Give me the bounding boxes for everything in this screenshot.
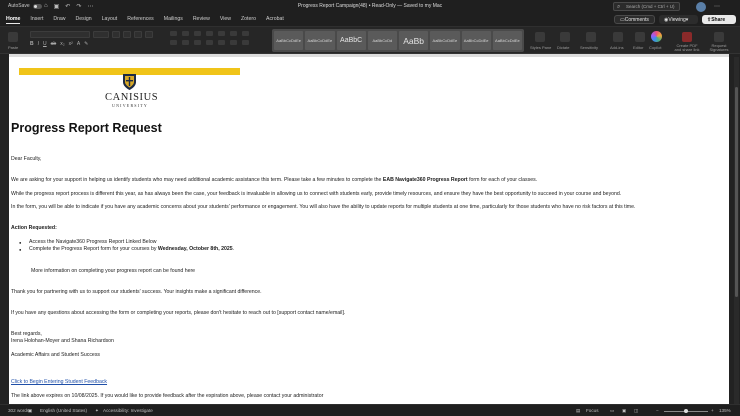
style-emphasis[interactable]: AaBbCcDdEe xyxy=(493,31,522,50)
style-heading-1[interactable]: AaBbC xyxy=(337,31,366,50)
tab-view[interactable]: View xyxy=(219,16,231,22)
bullet-item-2-bold: Wednesday, October 8th, 2025 xyxy=(157,246,233,252)
tab-layout[interactable]: Layout xyxy=(101,16,118,22)
print-layout-icon[interactable]: ▣ xyxy=(622,408,627,413)
copilot-icon[interactable] xyxy=(651,31,662,42)
expiry-text: The link above expires on 10/08/2025. If you would like to provide feedback after the expiration above, please contact your administrator xyxy=(11,393,324,399)
bullet-item-2-start: Complete the Progress Report form for your courses by xyxy=(29,246,158,252)
superscript-icon[interactable]: x² xyxy=(68,41,73,47)
department-text: Academic Affairs and Student Success xyxy=(11,352,101,358)
web-layout-icon[interactable]: ◫ xyxy=(634,408,639,413)
salutation: Dear Faculty, xyxy=(11,156,42,162)
save-icon[interactable]: ▣ xyxy=(53,4,60,10)
paragraph-controls xyxy=(170,31,265,49)
bullets-icon[interactable] xyxy=(170,31,177,36)
regards-text: Best regards, xyxy=(11,331,42,337)
align-right-icon[interactable] xyxy=(194,40,201,45)
shrink-font-button[interactable] xyxy=(123,31,131,38)
editor-label: Editor xyxy=(633,45,644,50)
proofing-icon[interactable]: ▣ xyxy=(28,408,33,413)
style-heading-2[interactable]: AaBbCcDd xyxy=(368,31,397,50)
add-ins-group xyxy=(609,30,627,52)
logo-subtitle: UNIVERSITY xyxy=(112,103,148,108)
underline-icon[interactable]: U xyxy=(43,41,47,47)
feedback-link[interactable]: Click to Begin Entering Student Feedback xyxy=(11,379,108,385)
zoom-slider-knob[interactable] xyxy=(684,409,688,413)
signer-names: Irena Holohan-Moyer and Shana Richardson xyxy=(11,338,114,344)
highlight-icon[interactable]: ✎ xyxy=(84,41,89,47)
font-name-select[interactable] xyxy=(30,31,90,38)
paragraph-1-bold: EAB Navigate360 Progress Report xyxy=(382,177,468,183)
sensitivity-icon[interactable] xyxy=(586,32,596,42)
read-mode-icon[interactable]: ▭ xyxy=(610,408,615,413)
strikethrough-icon[interactable]: ab xyxy=(50,41,57,47)
more-options-icon[interactable]: ⋯ xyxy=(714,4,720,10)
shading-icon[interactable] xyxy=(230,40,237,45)
format-buttons xyxy=(30,41,88,47)
microphone-icon[interactable] xyxy=(560,32,570,42)
add-ins-icon[interactable] xyxy=(613,32,623,42)
sort-icon[interactable] xyxy=(230,31,237,36)
borders-icon[interactable] xyxy=(242,40,249,45)
eye-icon: ◉ xyxy=(664,16,669,23)
pilcrow-icon[interactable] xyxy=(242,31,249,36)
bold-icon[interactable]: B xyxy=(30,41,34,47)
align-left-icon[interactable] xyxy=(170,40,177,45)
justify-icon[interactable] xyxy=(206,40,213,45)
paste-group xyxy=(5,30,25,52)
search-icon: ⌕ xyxy=(617,4,621,10)
action-heading: Action Requested: xyxy=(11,225,57,231)
comments-label: Comments xyxy=(624,16,649,23)
tab-mailings[interactable]: Mailings xyxy=(163,16,183,22)
font-size-select[interactable] xyxy=(93,31,109,38)
ribbon xyxy=(0,26,740,54)
font-controls xyxy=(30,31,153,38)
more-icon[interactable]: ⋯ xyxy=(87,4,94,10)
request-signatures-label: Request Signatures xyxy=(709,43,729,53)
paragraph-2: While the progress report process is different this year, as has always been the case, your feedback is invaluable in allowing us to connect with students early, provide timely resources, and ensure they have the best opportunity to succeed in your course and beyond. xyxy=(11,191,622,197)
scrollbar-thumb[interactable] xyxy=(735,87,738,297)
dictate-label: Dictate xyxy=(557,45,570,50)
logo-name: CANISIUS xyxy=(105,92,159,103)
redo-icon[interactable]: ↷ xyxy=(76,4,82,10)
canisius-shield-logo xyxy=(122,73,137,91)
tab-insert[interactable]: Insert xyxy=(30,16,44,22)
search-input[interactable] xyxy=(613,2,680,11)
accessibility-status[interactable]: Accessibility: Investigate xyxy=(103,408,153,413)
paste-icon[interactable] xyxy=(8,32,18,42)
bullet-item-2-end: . xyxy=(232,246,235,252)
zoom-out-icon[interactable]: − xyxy=(656,408,659,413)
word-count[interactable]: 302 words xyxy=(8,408,30,413)
request-signatures-group xyxy=(704,30,734,52)
line-spacing-icon[interactable] xyxy=(218,40,225,45)
multilevel-icon[interactable] xyxy=(194,31,201,36)
document-title: Progress Report Campaign(48) • Read-Only — Saved to my Mac xyxy=(297,3,443,9)
increase-indent-icon[interactable] xyxy=(218,31,225,36)
paste-label: Paste xyxy=(8,45,19,50)
title-bar xyxy=(0,0,740,14)
pdf-icon[interactable] xyxy=(682,32,692,42)
paragraph-3: In the form, you will be able to indicate if you have any academic concerns about your students' performance or engagement. You will also have the ability to update reports for multiple students at one time, particularly for those students who have no risk factors at this time. xyxy=(11,204,636,210)
status-bar xyxy=(0,404,740,416)
change-case-button[interactable] xyxy=(134,31,142,38)
home-icon[interactable]: ⌂ xyxy=(44,3,48,9)
style-title[interactable]: AaBb xyxy=(399,31,428,50)
tab-acrobat[interactable]: Acrobat xyxy=(265,16,284,22)
tab-home[interactable]: Home xyxy=(6,16,21,22)
grow-font-button[interactable] xyxy=(112,31,120,38)
autosave-label: AutoSave xyxy=(8,3,30,9)
tab-review[interactable]: Review xyxy=(192,16,210,22)
dictate-group xyxy=(556,30,574,52)
signature-icon[interactable] xyxy=(714,32,724,42)
styles-gallery xyxy=(272,29,524,52)
ribbon-tab-bar xyxy=(0,14,740,26)
zoom-in-icon[interactable]: + xyxy=(711,408,714,413)
accessibility-icon: ✦ xyxy=(95,408,99,413)
bullet-item-1 xyxy=(21,239,156,245)
add-ins-label: Add-ins xyxy=(610,45,624,50)
page-title: Progress Report Request xyxy=(11,121,162,135)
font-color-icon[interactable]: A xyxy=(76,41,81,47)
share-icon: ⇧ xyxy=(707,16,712,23)
bullet-item-1-text: Access the Navigate360 Progress Report Linked Below xyxy=(29,239,157,245)
create-pdf-label: Create PDF and share link xyxy=(674,43,700,53)
paragraph-1-start: We are asking for your support in helping us identify students who may need additional academic assistance this term. Please take a few minutes to complete the xyxy=(11,177,383,183)
styles-pane-icon[interactable] xyxy=(535,32,545,42)
share-label: Share xyxy=(711,16,726,23)
questions-text: If you have any questions about accessing the form or completing your reports, please don't hesitate to reach out to [support contact name/email]. xyxy=(11,310,346,316)
clear-formatting-button[interactable] xyxy=(145,31,153,38)
more-info-text: More information on completing your progress report can be found here xyxy=(31,268,196,274)
editor-icon[interactable] xyxy=(635,32,645,42)
tab-draw[interactable]: Draw xyxy=(53,16,66,22)
ribbon-tabs xyxy=(6,16,284,24)
tab-zotero[interactable]: Zotero xyxy=(240,16,256,22)
create-pdf-group xyxy=(673,30,701,52)
style-normal[interactable]: AaBbCcDdEe xyxy=(274,31,303,50)
style-subtitle[interactable]: AaBbCcDdEe xyxy=(430,31,459,50)
styles-pane-label: Styles Pane xyxy=(530,45,552,50)
subscript-icon[interactable]: x₂ xyxy=(60,41,65,47)
style-no-spacing[interactable]: AaBbCcDdEe xyxy=(305,31,334,50)
tab-design[interactable]: Design xyxy=(75,16,92,22)
thanks-text: Thank you for partnering with us to support our students' success. Your insights make a significant difference. xyxy=(11,289,262,295)
comment-icon: ▭ xyxy=(620,16,625,23)
style-subtle-emphasis[interactable]: AaBbCcDdEe xyxy=(462,31,491,50)
numbering-icon[interactable] xyxy=(182,31,189,36)
focus-button[interactable]: Focus xyxy=(586,408,599,413)
focus-icon: ▤ xyxy=(576,408,581,413)
document-page[interactable] xyxy=(9,57,729,404)
copilot-label: Copilot xyxy=(649,45,662,50)
italic-icon[interactable]: I xyxy=(37,41,40,47)
account-avatar[interactable] xyxy=(696,2,706,12)
share-button[interactable] xyxy=(702,15,736,24)
bullet-item-2 xyxy=(21,246,234,252)
sensitivity-label: Sensitivity xyxy=(580,45,599,50)
search-placeholder: Search (Cmd + Ctrl + U) xyxy=(626,4,675,9)
undo-icon[interactable]: ↶ xyxy=(65,4,71,10)
zoom-level[interactable]: 135% xyxy=(719,408,731,413)
paragraph-1-end: form for each of your classes. xyxy=(467,177,538,183)
language-status[interactable]: English (United States) xyxy=(40,408,87,413)
chevron-down-icon: ▾ xyxy=(685,16,689,23)
viewing-button[interactable] xyxy=(659,15,698,24)
sensitivity-group xyxy=(580,30,602,52)
align-center-icon[interactable] xyxy=(182,40,189,45)
viewing-label: Viewing xyxy=(668,16,686,23)
paragraph-1 xyxy=(11,177,537,183)
tab-references[interactable]: References xyxy=(127,16,154,22)
comments-button[interactable] xyxy=(614,15,655,24)
editor-group xyxy=(632,30,648,52)
decrease-indent-icon[interactable] xyxy=(206,31,213,36)
styles-pane-group xyxy=(530,30,550,52)
vertical-scrollbar[interactable] xyxy=(734,57,739,404)
